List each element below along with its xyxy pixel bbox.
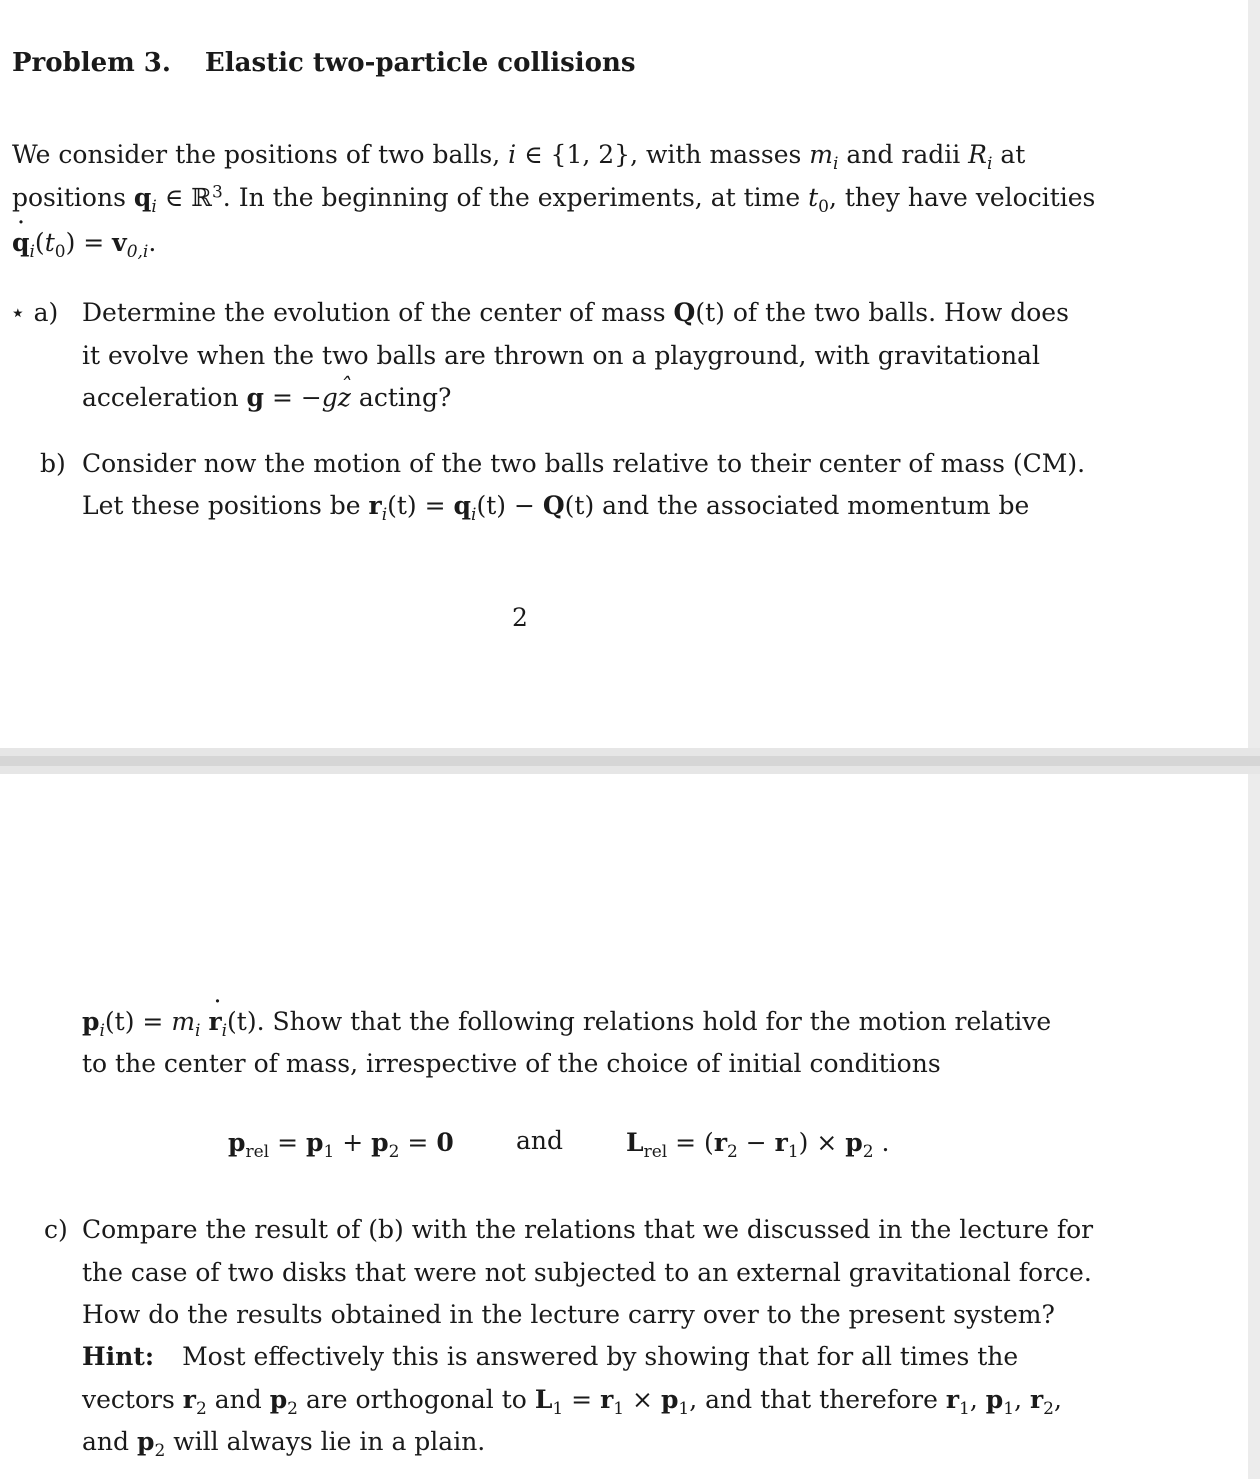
math-vector: r: [1029, 1385, 1044, 1414]
math-subscript: 2: [287, 1398, 298, 1419]
part-c-line-4: [82, 1342, 1018, 1372]
math-text: (t) =: [104, 1007, 164, 1036]
intro-text: positions: [12, 183, 126, 212]
equation-momentum: [228, 1128, 454, 1162]
intro-text: ∈ ℝ: [164, 183, 212, 212]
page-separator: [0, 748, 1260, 774]
math-subscript: 2: [154, 1440, 166, 1461]
math-vector: p: [269, 1385, 288, 1414]
math-subscript: 2: [195, 1398, 207, 1419]
part-b-text: (t) and the associated momentum be: [564, 491, 1030, 520]
math-subscript: 0,i: [126, 241, 149, 262]
math-vector: p: [136, 1427, 155, 1456]
part-a-text: acting?: [358, 383, 452, 412]
math-vector: p: [845, 1128, 863, 1157]
math-subscript: i: [987, 153, 993, 174]
math-vector: Q: [673, 298, 696, 327]
math-vector: q: [453, 491, 472, 520]
part-c-line-3: How do the results obtained in the lecture carry over to the present system?: [82, 1300, 1055, 1329]
math-vector: L: [626, 1128, 644, 1157]
part-b-marker: b): [40, 449, 66, 478]
math-vector: r ˙: [208, 1007, 221, 1037]
hint-label: Hint:: [82, 1342, 155, 1371]
math-subscript: i: [195, 1020, 201, 1041]
part-b-text: Let these positions be: [82, 491, 361, 520]
part-c-marker: c): [44, 1215, 68, 1244]
math-subscript: 1: [678, 1398, 690, 1419]
hint-text: ,: [1014, 1385, 1023, 1414]
math-subscript: i: [833, 153, 839, 174]
math-symbol: m: [171, 1007, 196, 1036]
intro-text: ∈ {1, 2}, with masses: [524, 140, 802, 169]
math-subscript: 2: [862, 1141, 874, 1162]
math-text: (t) −: [476, 491, 535, 520]
intro-line-3: [12, 228, 157, 262]
part-a-marker: ⋆ a): [10, 298, 59, 327]
math-vector: 0: [436, 1128, 454, 1157]
part-b-line-3: [82, 1007, 1052, 1041]
math-superscript: 3: [211, 182, 223, 203]
math-vector: q ˙: [12, 228, 29, 258]
math-vector: g: [246, 383, 264, 412]
math-symbol: t: [44, 228, 55, 257]
hint-text: are orthogonal to: [305, 1385, 527, 1414]
math-operator: =: [571, 1385, 593, 1414]
math-subscript: 1: [323, 1141, 335, 1162]
equation-angular-momentum: [626, 1128, 890, 1162]
math-operator: =: [277, 1128, 299, 1157]
math-subscript: 2: [388, 1141, 400, 1162]
math-vector: q: [133, 183, 152, 212]
hint-text: vectors: [82, 1385, 175, 1414]
math-vector: p: [660, 1385, 679, 1414]
hint-text: and: [214, 1385, 262, 1414]
math-vector: p: [371, 1128, 389, 1157]
math-text: (t) =: [387, 491, 446, 520]
math-unit-vector: z ˆ: [338, 383, 351, 413]
math-vector: r: [945, 1385, 960, 1414]
problem-heading: [12, 48, 636, 78]
math-subscript: 1: [1003, 1398, 1015, 1419]
intro-text: , they have velocities: [828, 183, 1096, 212]
math-symbol: t: [808, 183, 819, 212]
math-symbol: i: [508, 140, 517, 169]
math-operator: ×: [632, 1385, 653, 1414]
part-b-text: (t). Show that the following relations hold for the motion relative: [227, 1007, 1052, 1036]
part-a-line-1: [82, 298, 1069, 328]
hint-text: ,: [1053, 1385, 1062, 1414]
math-vector: r: [713, 1128, 727, 1157]
hint-text: , and that therefore: [689, 1385, 938, 1414]
math-subscript: i: [471, 504, 477, 525]
math-vector: p: [228, 1128, 246, 1157]
math-subscript: 2: [1043, 1398, 1054, 1419]
part-c-line-2: the case of two disks that were not subjected to an external gravitational force.: [82, 1258, 1092, 1287]
part-a-text: acceleration: [82, 383, 239, 412]
part-c-line-5: [82, 1385, 1062, 1419]
math-operator: ) ×: [798, 1128, 838, 1157]
math-subscript: i: [29, 241, 35, 262]
math-subscript: 0: [818, 196, 829, 217]
math-vector: Q: [542, 491, 565, 520]
math-symbol: m: [809, 140, 834, 169]
math-vector: r: [368, 491, 382, 520]
part-b-line-4: to the center of mass, irrespective of the choice of initial conditions: [82, 1049, 941, 1078]
part-a-line-2: it evolve when the two balls are thrown on a playground, with gravitational: [82, 341, 1040, 370]
part-b-line-2: [82, 491, 1030, 525]
part-a-text: Determine the evolution of the center of mass: [82, 298, 666, 327]
math-operator: +: [342, 1128, 364, 1157]
intro-line-2: [12, 182, 1096, 217]
part-c-line-6: [82, 1427, 486, 1461]
math-subscript: 1: [613, 1398, 625, 1419]
math-vector: L: [534, 1385, 553, 1414]
intro-text: and radii: [846, 140, 961, 169]
hint-text: ,: [969, 1385, 978, 1414]
hint-text: Most effectively this is answered by showing that for all times the: [182, 1342, 1019, 1371]
math-vector: r: [774, 1128, 788, 1157]
math-subscript: 1: [552, 1398, 564, 1419]
math-text: .: [148, 228, 157, 257]
part-b-line-1: Consider now the motion of the two balls relative to their center of mass (CM).: [82, 449, 1086, 478]
math-vector: p: [82, 1007, 100, 1036]
page-separator-line: [0, 756, 1260, 766]
page-2: [0, 774, 1248, 1479]
math-vector: r: [182, 1385, 196, 1414]
problem-title: Elastic two-particle collisions: [204, 48, 636, 78]
intro-text: We consider the positions of two balls,: [12, 140, 501, 169]
intro-line-1: [12, 140, 1026, 174]
part-c-line-1: Compare the result of (b) with the relations that we discussed in the lecture for: [82, 1215, 1094, 1244]
equation-and: and: [516, 1126, 564, 1155]
hint-text: and: [82, 1427, 130, 1456]
intro-text: at: [1000, 140, 1026, 169]
math-symbol: g: [321, 383, 338, 412]
math-operator: = (: [675, 1128, 714, 1157]
math-subscript: rel: [643, 1141, 668, 1162]
intro-text: . In the beginning of the experiments, at time: [222, 183, 801, 212]
math-text: ) =: [65, 228, 105, 257]
math-subscript: i: [381, 504, 388, 525]
math-subscript: rel: [245, 1141, 270, 1162]
math-operator: =: [407, 1128, 429, 1157]
math-subscript: 1: [787, 1141, 799, 1162]
math-operator: −: [745, 1128, 767, 1157]
math-vector: p: [305, 1128, 324, 1157]
math-subscript: 0: [54, 241, 66, 262]
math-subscript: i: [99, 1020, 105, 1041]
math-text: (: [34, 228, 45, 257]
part-a-line-3: [82, 383, 451, 413]
viewer-edge: [1248, 0, 1260, 1479]
page-number: 2: [512, 603, 528, 632]
hint-text: will always lie in a plain.: [173, 1427, 486, 1456]
math-subscript: i: [151, 196, 157, 217]
part-a-text: of the two balls. How does: [732, 298, 1069, 327]
math-subscript: i: [221, 1020, 228, 1041]
math-symbol: R: [968, 140, 987, 169]
math-subscript: 2: [726, 1141, 738, 1162]
math-vector: v: [112, 228, 127, 257]
math-vector: r: [600, 1385, 614, 1414]
math-text: = −: [271, 383, 322, 412]
math-text: .: [881, 1128, 890, 1157]
math-vector: p: [985, 1385, 1004, 1414]
math-subscript: 1: [959, 1398, 970, 1419]
problem-number: Problem 3.: [12, 48, 171, 78]
math-text: (t): [695, 298, 725, 327]
